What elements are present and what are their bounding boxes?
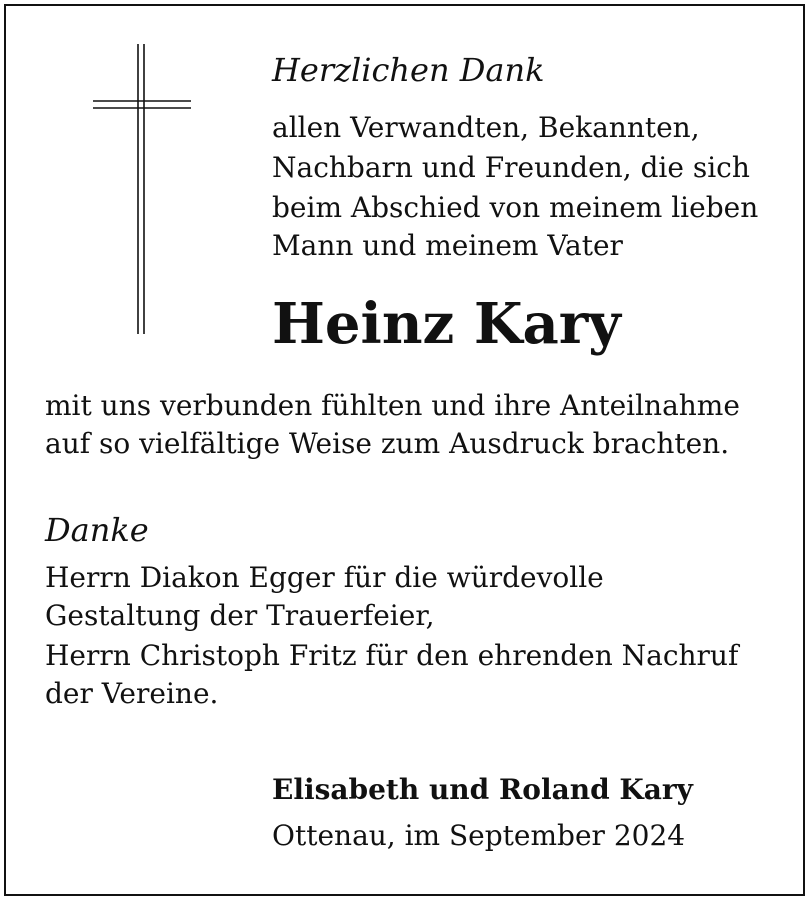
intro-line-1: allen Verwandten, Bekannten, [272,111,700,144]
thanks-line-2: Gestaltung der Trauerfeier, [45,599,435,632]
place-date: Ottenau, im September 2024 [272,819,686,852]
deceased-name: Heinz Kary [272,291,621,357]
signatories: Elisabeth und Roland Kary [272,773,693,806]
thanks-line-4: der Vereine. [45,677,219,710]
heading-herzlichen-dank: Herzlichen Dank [272,51,545,89]
heading-danke: Danke [45,511,149,549]
intro-line-2: Nachbarn und Freunden, die sich [272,151,750,184]
thanks-line-3: Herrn Christoph Fritz für den ehrenden Nachruf [45,639,739,672]
thanks-line-1: Herrn Diakon Egger für die würdevolle [45,561,604,594]
intro-line-3: beim Abschied von meinem lieben [272,191,759,224]
continuation-line-1: mit uns verbunden fühlten und ihre Anteilnahme [45,389,740,422]
continuation-line-2: auf so vielfältige Weise zum Ausdruck brachten. [45,427,730,460]
intro-line-4: Mann und meinem Vater [272,229,623,262]
cross-icon [93,44,193,334]
